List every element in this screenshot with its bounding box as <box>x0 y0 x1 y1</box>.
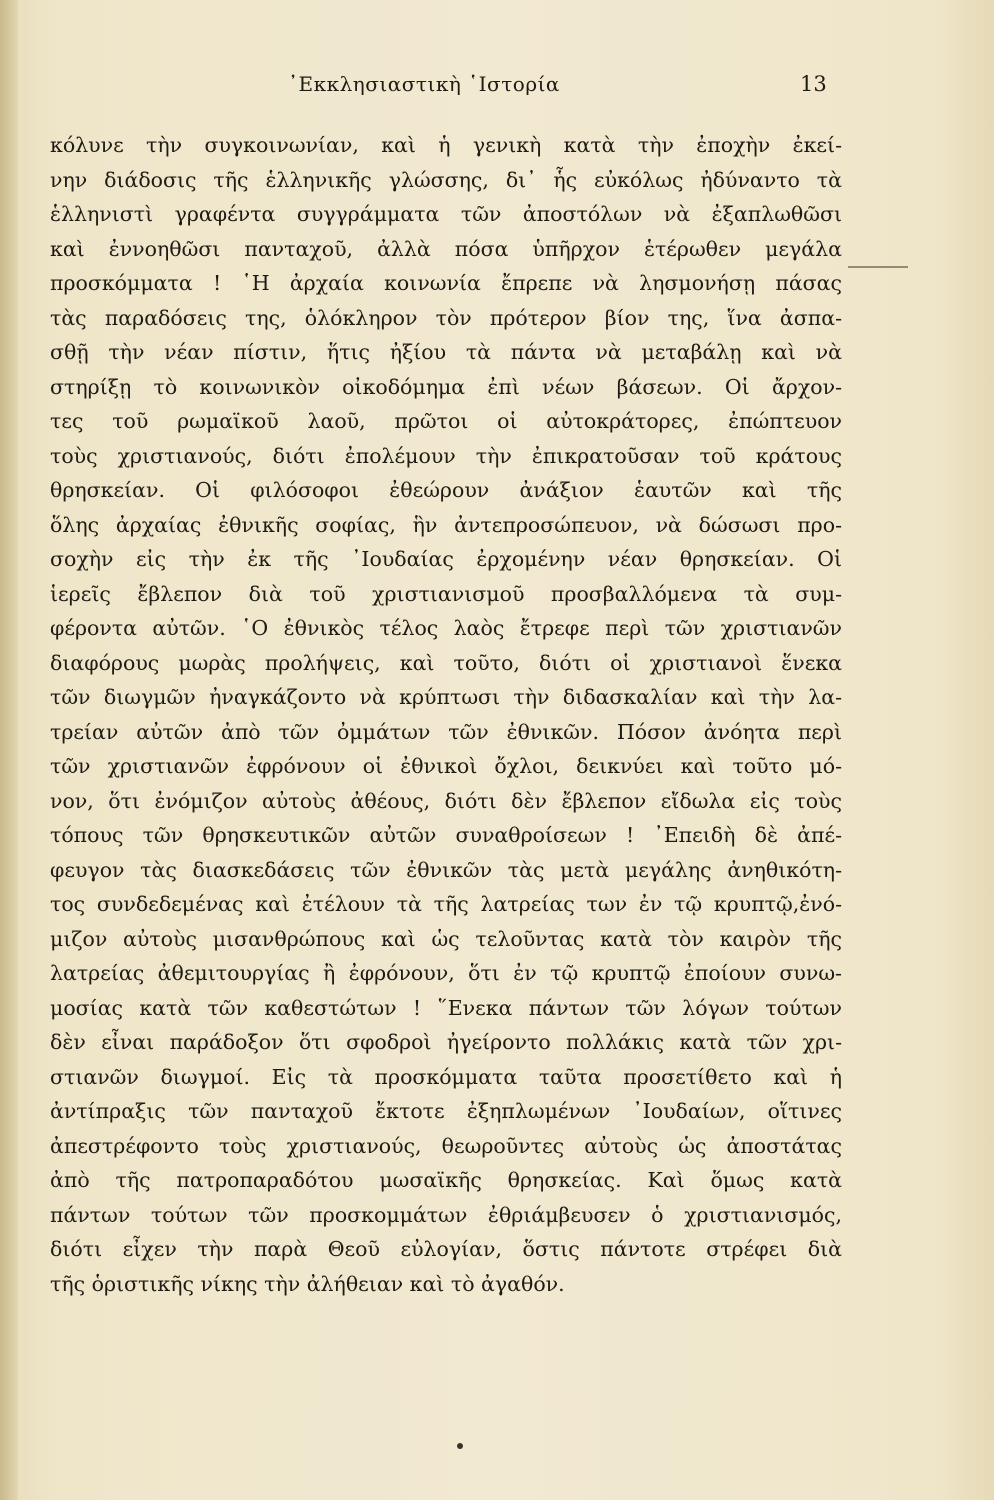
text-line: ἑλληνιστὶ γραφέντα συγγράμματα τῶν ἀποστόλων νὰ ἐξαπλωθῶσι <box>50 202 842 226</box>
text-line: διότι εἶχεν τὴν παρὰ Θεοῦ εὐλογίαν, ὅστις πάντοτε στρέφει διὰ <box>50 1237 842 1261</box>
text-line: ὅλης ἀρχαίας ἐθνικῆς σοφίας, ἣν ἀντεπροσώπευον, νὰ δώσωσι προ- <box>50 512 842 537</box>
text-line: προσκόμματα ! ῾Η ἀρχαία κοινωνία ἔπρεπε νὰ λησμονήσῃ πάσας <box>50 271 842 295</box>
text-line: ἀπὸ τῆς πατροπαραδότου μωσαϊκῆς θρησκείας. Καὶ ὅμως κατὰ <box>50 1168 842 1192</box>
text-line: ἀντίπραξις τῶν πανταχοῦ ἔκτοτε ἐξηπλωμένων ᾽Ιουδαίων, οἵτινες <box>50 1099 842 1123</box>
text-line: σοχὴν εἰς τὴν ἐκ τῆς ᾽Ιουδαίας ἐρχομένην νέαν θρησκείαν. Οἱ <box>50 547 842 571</box>
text-line: διαφόρους μωρὰς προλήψεις, καὶ τοῦτο, διότι οἱ χριστιανοὶ ἕνεκα <box>50 650 842 675</box>
text-line: φευγον τὰς διασκεδάσεις τῶν ἐθνικῶν τὰς μετὰ μεγάλης ἀνηθικότη- <box>50 857 842 882</box>
text-line: δὲν εἶναι παράδοξον ὅτι σφοδροὶ ἠγείροντο πολλάκις κατὰ τῶν χρι- <box>50 1030 842 1054</box>
text-line: στηρίξῃ τὸ κοινωνικὸν οἰκοδόμημα ἐπὶ νέων βάσεων. Οἱ ἄρχον- <box>50 374 842 399</box>
text-line: νον, ὅτι ἐνόμιζον αὐτοὺς ἀθέους, διότι δὲν ἔβλεπον εἴδωλα εἰς τοὺς <box>50 788 842 813</box>
body-text <box>50 128 842 1301</box>
text-line: τόπους τῶν θρησκευτικῶν αὐτῶν συναθροίσεων ! ᾽Επειδὴ δὲ ἀπέ- <box>50 823 842 847</box>
text-line: στιανῶν διωγμοί. Εἰς τὰ προσκόμματα ταῦτα προσετίθετο καὶ ἡ <box>50 1064 842 1089</box>
text-line: τρείαν αὐτῶν ἀπὸ τῶν ὀμμάτων τῶν ἐθνικῶν. Πόσον ἀνόητα περὶ <box>50 719 842 744</box>
text-line: μοσίας κατὰ τῶν καθεστώτων ! ῞Ενεκα πάντων τῶν λόγων τούτων <box>50 995 842 1020</box>
text-line: σθῇ τὴν νέαν πίστιν, ἥτις ἠξίου τὰ πάντα νὰ μεταβάλῃ καὶ νὰ <box>50 340 842 364</box>
text-line: νην διάδοσις τῆς ἑλληνικῆς γλώσσης, δι᾽ ἧς εὐκόλως ἠδύναντο τὰ <box>50 167 842 192</box>
text-line: τῶν χριστιανῶν ἐφρόνουν οἱ ἐθνικοὶ ὄχλοι, δεικνύει καὶ τοῦτο μό- <box>50 754 842 778</box>
text-line: τες τοῦ ρωμαϊκοῦ λαοῦ, πρῶτοι οἱ αὐτοκράτορες, ἐπώπτευον <box>50 409 842 433</box>
text-line: λατρείας ἀθεμιτουργίας ἢ ἐφρόνουν, ὅτι ἐν τῷ κρυπτῷ ἐποίουν συνω- <box>50 961 842 985</box>
page-number: 13 <box>800 72 827 96</box>
text-line-last: τῆς ὁριστικῆς νίκης τὴν ἀλήθειαν καὶ τὸ ἀγαθόν. <box>50 1271 565 1296</box>
text-line: θρησκείαν. Οἱ φιλόσοφοι ἐθεώρουν ἀνάξιον ἑαυτῶν καὶ τῆς <box>50 478 842 502</box>
text-line: τος συνδεδεμένας καὶ ἐτέλουν τὰ τῆς λατρείας των ἐν τῷ κρυπτῷ,ἐνό- <box>50 892 842 916</box>
page-binding-edge <box>0 0 18 1500</box>
text-line: καὶ ἐννοηθῶσι πανταχοῦ, ἀλλὰ πόσα ὑπῆρχον ἑτέρωθεν μεγάλα <box>50 236 842 261</box>
text-line: τοὺς χριστιανούς, διότι ἐπολέμουν τὴν ἐπικρατοῦσαν τοῦ κράτους <box>50 443 842 468</box>
text-line: πάντων τούτων τῶν προσκομμάτων ἐθριάμβευσεν ὁ χριστιανισμός, <box>50 1202 842 1227</box>
text-line: ἱερεῖς ἔβλεπον διὰ τοῦ χριστιανισμοῦ προσβαλλόμενα τὰ συμ- <box>50 581 842 606</box>
page-header <box>0 72 994 102</box>
text-line: ἀπεστρέφοντο τοὺς χριστιανούς, θεωροῦντες αὐτοὺς ὡς ἀποστάτας <box>50 1133 842 1158</box>
text-line: φέροντα αὐτῶν. ῾Ο ἐθνικὸς τέλος λαὸς ἔτρεφε περὶ τῶν χριστιανῶν <box>50 616 842 640</box>
text-line: κόλυνε τὴν συγκοινωνίαν, καὶ ἡ γενικὴ κατὰ τὴν ἐποχὴν ἐκεί- <box>50 133 842 157</box>
ink-dot <box>457 1443 463 1449</box>
text-line: τὰς παραδόσεις της, ὁλόκληρον τὸν πρότερον βίον της, ἵνα ἀσπα- <box>50 305 842 330</box>
text-line: μιζον αὐτοὺς μισανθρώπους καὶ ὡς τελοῦντας κατὰ τὸν καιρὸν τῆς <box>50 926 842 951</box>
text-line: τῶν διωγμῶν ἠναγκάζοντο νὰ κρύπτωσι τὴν διδασκαλίαν καὶ τὴν λα- <box>50 685 842 709</box>
running-title: ᾽Εκκλησιαστικὴ ῾Ιστορία <box>288 72 560 96</box>
margin-pencil-mark <box>848 266 908 268</box>
